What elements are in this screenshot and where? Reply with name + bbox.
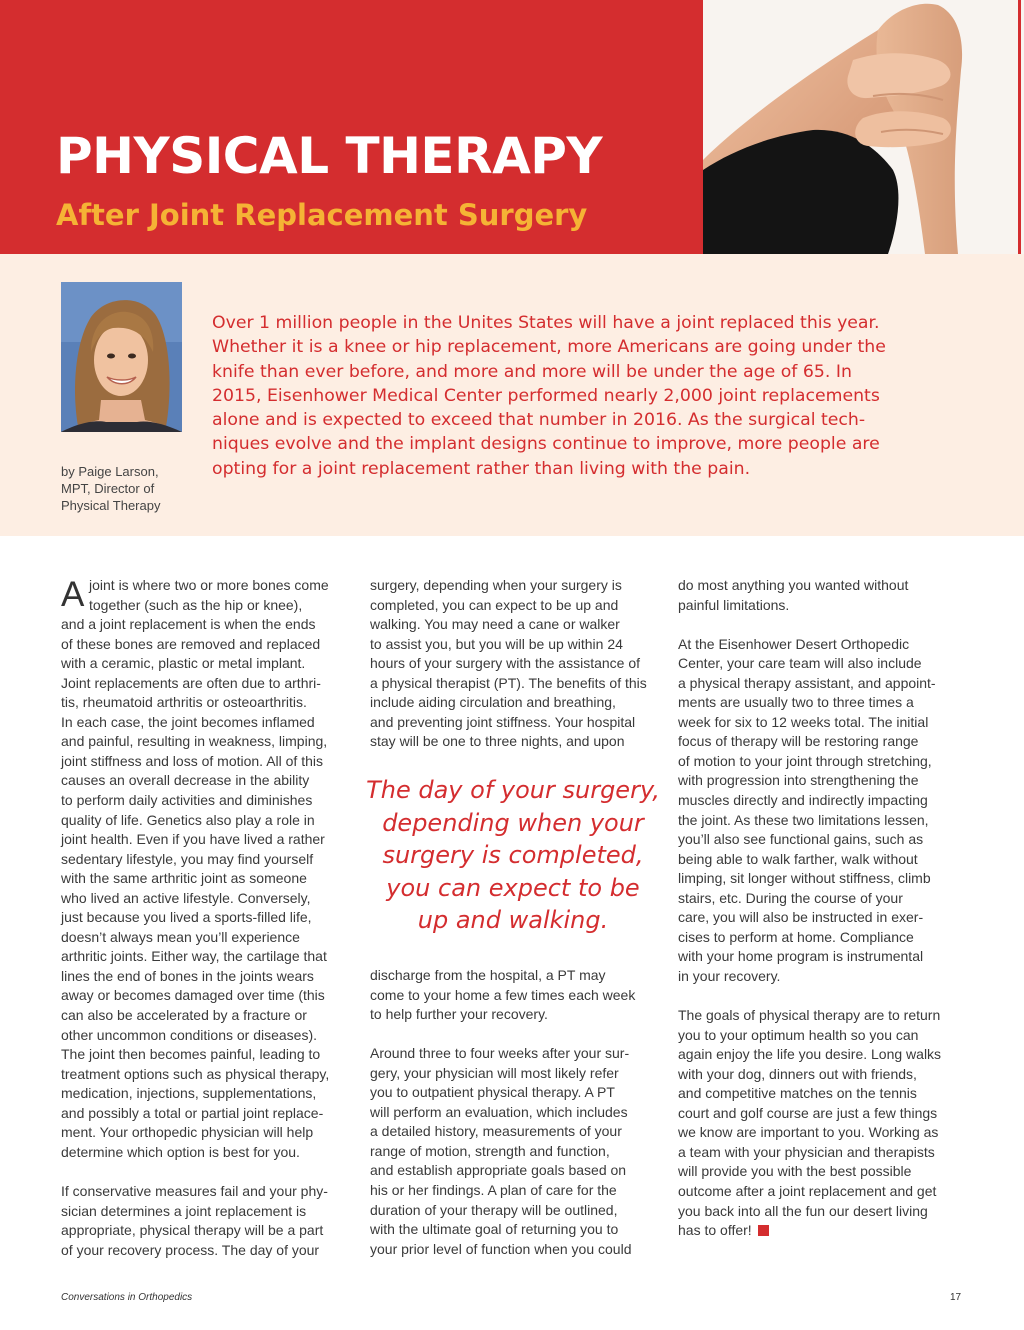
body-text-line: and painful, resulting in weakness, limping, xyxy=(61,733,328,750)
body-text-line: duration of your therapy will be outlined, xyxy=(370,1201,618,1218)
body-text-line: discharge from the hospital, a PT may xyxy=(370,967,606,983)
body-text-line: walking. You may need a cane or walker xyxy=(370,616,620,633)
body-text-line: care, you will also be instructed in exer- xyxy=(678,909,924,926)
page-title: PHYSICAL THERAPY xyxy=(56,127,603,185)
body-text-line: tis, rheumatoid arthritis or osteoarthritis. xyxy=(61,694,307,711)
body-text-line: with your dog, dinners out with friends, xyxy=(678,1065,917,1082)
body-text-line: a detailed history, measurements of your xyxy=(370,1123,622,1140)
lede-line: Over 1 million people in the Unites States will have a joint replaced this year. xyxy=(212,313,880,333)
body-text-line: in your recovery. xyxy=(678,967,781,984)
body-text-line: causes an overall decrease in the ability xyxy=(61,772,310,789)
body-text-line: Center, your care team will also include xyxy=(678,655,922,672)
author-portrait-photo xyxy=(61,282,182,432)
body-text-line: surgery, depending when your surgery is xyxy=(370,577,622,593)
body-column-2-top xyxy=(370,576,655,752)
body-text-line: with progression into strengthening the xyxy=(678,772,919,789)
body-text-line: completed, you can expect to be up and xyxy=(370,596,619,613)
body-column-2-bottom xyxy=(370,966,655,1259)
body-column-3 xyxy=(678,576,968,1241)
pull-quote-line: depending when your xyxy=(382,808,644,837)
body-text-line xyxy=(678,986,968,1006)
body-text-line: painful limitations. xyxy=(678,596,790,613)
body-text-line: of motion to your joint through stretching, xyxy=(678,752,932,769)
body-text-line: week for six to 12 weeks total. The initial xyxy=(678,713,929,730)
body-text-line: has to offer! xyxy=(678,1221,968,1241)
body-text-line: do most anything you wanted without xyxy=(678,577,909,593)
body-text-line: and establish appropriate goals based on xyxy=(370,1162,627,1179)
body-text-line: and competitive matches on the tennis xyxy=(678,1085,917,1102)
lede-line: Whether it is a knee or hip replacement, more Americans are going under the xyxy=(212,337,886,358)
body-text-line: ment. Your orthopedic physician will help xyxy=(61,1124,314,1141)
body-text-line: the joint. As these two limitations lessen, xyxy=(678,811,929,828)
body-text-line: you to your optimum health so you can xyxy=(678,1026,919,1043)
body-column-1 xyxy=(61,576,346,1260)
body-text-line: a physical therapy assistant, and appoint- xyxy=(678,674,936,691)
body-text-line xyxy=(61,1162,346,1182)
body-text-line: ments are usually two to three times a xyxy=(678,694,914,711)
body-text-line: your prior level of function when you could xyxy=(370,1240,632,1257)
publication-name: Conversations in Orthopedics xyxy=(61,1292,193,1303)
body-text-line: a team with your physician and therapists xyxy=(678,1143,935,1160)
body-text-line: just because you lived a sports-filled life, xyxy=(61,909,312,926)
body-text-line: arthritic joints. Either way, the cartilage that xyxy=(61,948,327,965)
body-text-line: muscles directly and indirectly impacting xyxy=(678,792,928,809)
header-band xyxy=(0,0,1024,254)
body-text-line: and a joint replacement is when the ends xyxy=(61,616,316,633)
body-text-line: medication, injections, supplementations, xyxy=(61,1085,317,1102)
body-text-line: to help further your recovery. xyxy=(370,1006,548,1023)
body-text-line: focus of therapy will be restoring range xyxy=(678,733,919,750)
body-text-line: If conservative measures fail and your phy- xyxy=(61,1182,328,1199)
byline-line: Physical Therapy xyxy=(61,498,161,513)
page-subtitle: After Joint Replacement Surgery xyxy=(56,198,588,232)
lede-line: alone and is expected to exceed that number in 2016. As the surgical tech- xyxy=(212,410,866,431)
body-text-line: doesn’t always mean you’ll experience xyxy=(61,928,300,945)
body-text-line: will perform an evaluation, which includes xyxy=(370,1103,628,1120)
body-text-line: treatment options such as physical therapy, xyxy=(61,1065,330,1082)
body-text-line: At the Eisenhower Desert Orthopedic xyxy=(678,635,910,652)
pull-quote-line: up and walking. xyxy=(417,906,609,934)
body-text-line: and possibly a total or partial joint replace- xyxy=(61,1104,324,1121)
body-text-line: away or becomes damaged over time (this xyxy=(61,987,325,1004)
edge-rule xyxy=(1018,0,1021,254)
body-text-line: The joint then becomes painful, leading to xyxy=(61,1046,321,1063)
body-text-line: outcome after a joint replacement and get xyxy=(678,1182,937,1199)
page-number: 17 xyxy=(950,1292,962,1303)
body-text-line: with a ceramic, plastic or metal implant. xyxy=(61,655,306,672)
body-text-line: include aiding circulation and breathing, xyxy=(370,694,616,711)
body-text-line: Around three to four weeks after your sur- xyxy=(370,1045,630,1062)
body-text-line: of your recovery process. The day of your xyxy=(61,1241,320,1258)
body-text-line: can also be accelerated by a fracture or xyxy=(61,1007,307,1024)
body-text-line: determine which option is best for you. xyxy=(61,1143,300,1160)
lede-paragraph xyxy=(212,311,972,481)
end-of-article-mark xyxy=(758,1225,769,1236)
body-text-line: you to outpatient physical therapy. A PT xyxy=(370,1084,615,1101)
body-text-line: come to your home a few times each week xyxy=(370,986,636,1003)
body-text-line: you’ll also see functional gains, such as xyxy=(678,831,924,848)
body-text-line: stay will be one to three nights, and upon xyxy=(370,733,625,750)
body-text-line: will provide you with the best possible xyxy=(678,1163,912,1180)
body-text-line: with the same arthritic joint as someone xyxy=(61,870,307,887)
body-text-line: other uncommon conditions or diseases). xyxy=(61,1026,318,1043)
body-text-line: a physical therapist (PT). The benefits of this xyxy=(370,674,647,691)
body-text-line: you back into all the fun our desert living xyxy=(678,1202,928,1219)
body-text-line xyxy=(678,615,968,635)
body-text-line: joint health. Even if you have lived a rather xyxy=(61,831,325,848)
body-text-line: with your home program is instrumental xyxy=(678,948,924,965)
byline-line: MPT, Director of xyxy=(61,481,155,496)
body-text-line: joint stiffness and loss of motion. All of this xyxy=(61,752,323,769)
body-text-line: together (such as the hip or knee), xyxy=(89,596,303,613)
body-text-line: who lived an active lifestyle. Conversely, xyxy=(61,889,311,906)
body-text-line: with the ultimate goal of returning you to xyxy=(370,1221,619,1238)
byline-line: by Paige Larson, xyxy=(61,464,159,479)
author-byline xyxy=(61,463,201,514)
pull-quote-line: The day of your surgery, xyxy=(366,776,660,804)
body-text-line: to assist you, but you will be up within 24 xyxy=(370,635,623,652)
body-text-line: hours of your surgery with the assistance of xyxy=(370,655,641,672)
body-text-line: cises to perform at home. Compliance xyxy=(678,928,914,945)
body-text-line: Joint replacements are often due to arthri- xyxy=(61,674,321,691)
body-text-line: joint is where two or more bones come xyxy=(89,577,329,593)
pull-quote xyxy=(362,774,664,937)
lede-line: 2015, Eisenhower Medical Center performed nearly 2,000 joint replacements xyxy=(212,385,880,406)
body-text-line: In each case, the joint becomes inflamed xyxy=(61,713,315,730)
body-text-line: we know are important to you. Working as xyxy=(678,1124,939,1141)
body-text-line: lines the end of bones in the joints wears xyxy=(61,967,314,984)
body-text-line: gery, your physician will most likely refer xyxy=(370,1064,619,1081)
knee-massage-photo xyxy=(703,0,1024,254)
body-text-line: limping, sit longer without stiffness, climb xyxy=(678,870,931,887)
body-text-line xyxy=(370,1025,655,1045)
drop-cap: A xyxy=(61,575,85,614)
body-text-line: sedentary lifestyle, you may find yourself xyxy=(61,850,314,867)
body-text-line: to perform daily activities and diminishes xyxy=(61,792,313,809)
body-text-line: stairs, etc. During the course of your xyxy=(678,889,903,906)
body-text-line: appropriate, physical therapy will be a part xyxy=(61,1222,324,1239)
pull-quote-line: you can expect to be xyxy=(386,873,640,902)
lede-line: knife than ever before, and more and more will be under the age of 65. In xyxy=(212,361,852,382)
lede-line: niques evolve and the implant designs continue to improve, more people are xyxy=(212,434,880,455)
pull-quote-line: surgery is completed, xyxy=(382,841,644,869)
body-text-line: quality of life. Genetics also play a role in xyxy=(61,811,315,828)
body-text-line: his or her findings. A plan of care for the xyxy=(370,1182,617,1199)
body-text-line: of these bones are removed and replaced xyxy=(61,635,321,652)
lede-line: opting for a joint replacement rather than living with the pain. xyxy=(212,458,751,479)
body-text-line: sician determines a joint replacement is xyxy=(61,1202,307,1219)
body-text-line: and preventing joint stiffness. Your hospital xyxy=(370,713,636,730)
body-text-line: range of motion, strength and function, xyxy=(370,1142,610,1159)
body-text-line: again enjoy the life you desire. Long walks xyxy=(678,1046,942,1063)
intro-band xyxy=(0,254,1024,536)
body-text-line: court and golf course are just a few things xyxy=(678,1104,938,1121)
body-text-line: The goals of physical therapy are to return xyxy=(678,1007,941,1024)
body-text-line: being able to walk farther, walk without xyxy=(678,850,918,867)
